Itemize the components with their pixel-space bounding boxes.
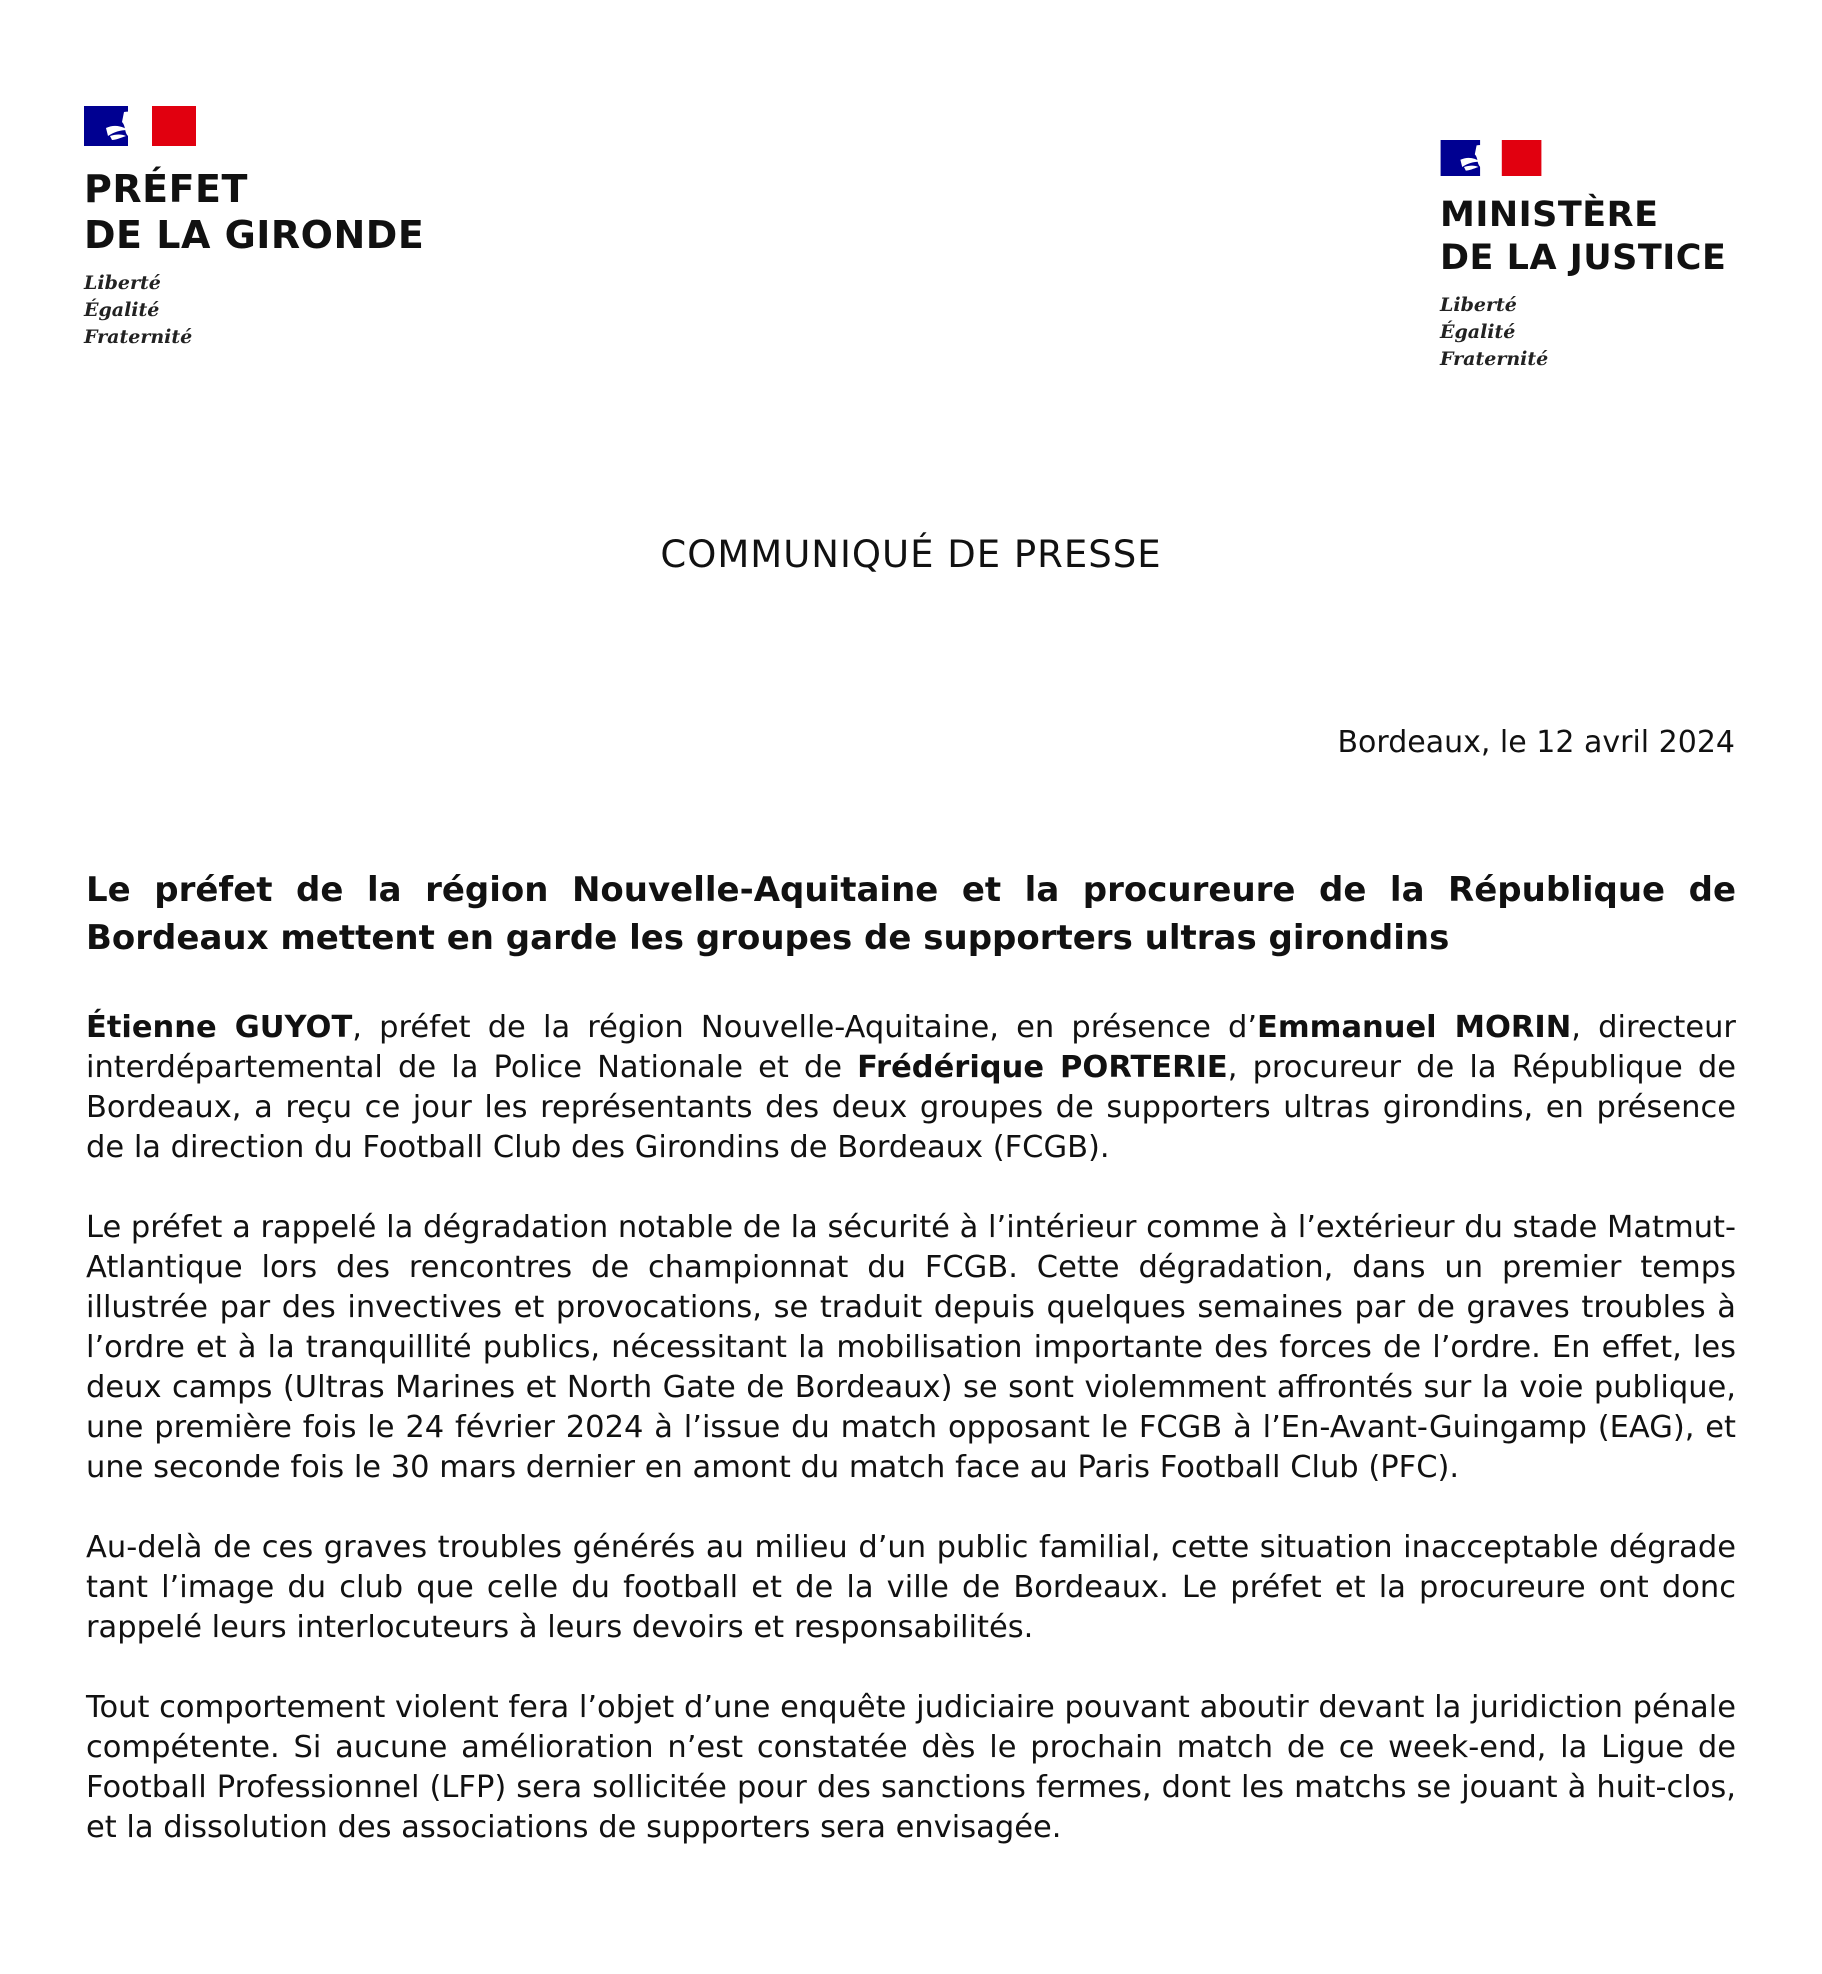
motto-line: Liberté [84, 272, 161, 294]
institution-name [1440, 194, 1726, 280]
motto-line: Égalité [1440, 321, 1516, 343]
paragraph-consequences: Au-delà de ces graves troubles générés au milieu d’un public familial, cette situation inacceptable dégrade tant l’image du club que celle du football et de la ville de Bordeaux. Le préfet et la procureure ont donc rappelé leurs interlocuteurs à leurs devoirs et responsabilités. [86, 1530, 1736, 1645]
paragraph-security-degradation: Le préfet a rappelé la dégradation notable de la sécurité à l’intérieur comme à l’extérieur du stade Matmut-Atlantique lors des rencontres de championnat du FCGB. Cette dégradation, dans un premier temps illustrée par des invectives et provocations, se traduit depuis quelques semaines par de graves troubles à l’ordre et à la tranquillité publics, nécessitant la mobilisation importante des forces de l’ordre. En effet, les deux camps (Ultras Marines et North Gate de Bordeaux) se sont violemment affrontés sur la voie publique, une première fois le 24 février 2024 à l’issue du match opposant le FCGB à l’En-Avant-Guingamp (EAG), et une seconde fois le 30 mars dernier en amont du match face au Paris Football Club (PFC). [86, 1210, 1736, 1485]
person-name: Étienne GUYOT [86, 1010, 353, 1045]
document-type-heading: COMMUNIQUÉ DE PRESSE [660, 533, 1162, 576]
institution-name-line: DE LA GIRONDE [84, 213, 425, 257]
person-name: Frédérique PORTERIE [857, 1050, 1228, 1085]
paragraph-text: , préfet de la région Nouvelle-Aquitaine, en présence d’ [352, 1010, 1258, 1045]
paragraph-text: , procureur de la République de Bordeaux, a reçu ce jour les représentants des deux groupes de supporters ultras girondins, en présence de la direction du Football Club des Girondins de Bordeaux (FCGB). [86, 1050, 1736, 1165]
institution-name-line: DE LA JUSTICE [1440, 238, 1727, 278]
press-release-headline: Le préfet de la région Nouvelle-Aquitaine et la procureure de la République de Bordeaux mettent en garde les groupes de supporters ultras girondins [86, 870, 1736, 958]
motto-line: Fraternité [1440, 348, 1549, 370]
person-name: Emmanuel MORIN [1257, 1010, 1572, 1045]
republic-motto [84, 270, 424, 351]
republic-motto [1440, 292, 1726, 373]
institution-name-line: PRÉFET [84, 167, 248, 211]
marianne-emblem-icon [1440, 140, 1542, 176]
motto-line: Égalité [84, 299, 160, 321]
institution-name-line: MINISTÈRE [1440, 195, 1659, 235]
document-date: Bordeaux, le 12 avril 2024 [1337, 725, 1735, 760]
paragraph-sanctions: Tout comportement violent fera l’objet d’une enquête judiciaire pouvant aboutir devant la juridiction pénale compétente. Si aucune amélioration n’est constatée dès le prochain match de ce week-end, la Ligue de Football Professionnel (LFP) sera sollicitée pour des sanctions fermes, dont les matchs se jouant à huit-clos, et la dissolution des associations de supporters sera envisagée. [86, 1690, 1736, 1845]
marianne-emblem-icon [84, 106, 196, 146]
document-body [86, 866, 1736, 1888]
institution-name [84, 166, 424, 258]
motto-line: Liberté [1440, 294, 1517, 316]
ministere-justice-logo [1440, 140, 1726, 373]
paragraph-meeting [86, 1008, 1736, 1168]
paragraph-text: , directeur interdépartemental de la Police Nationale et de [86, 1010, 1736, 1085]
motto-line: Fraternité [84, 326, 193, 348]
prefet-gironde-logo [84, 106, 424, 351]
